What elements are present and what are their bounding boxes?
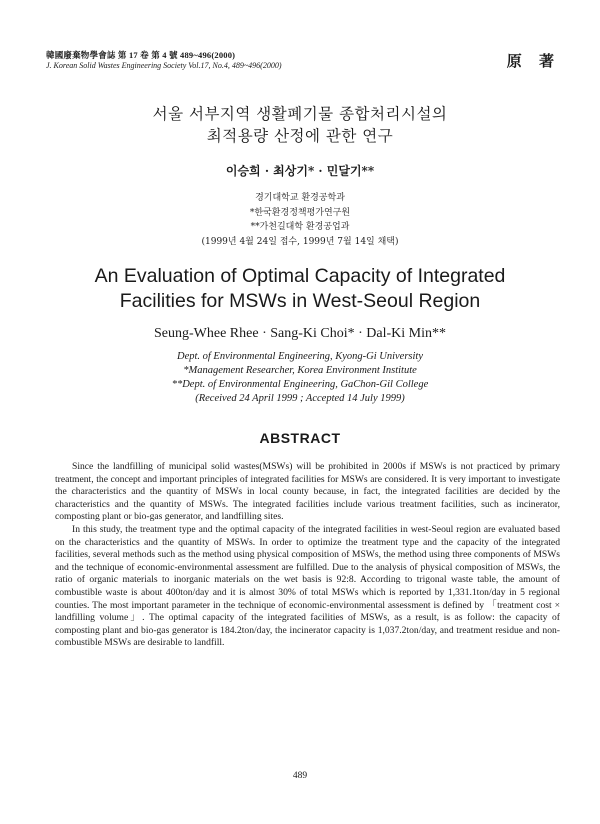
english-affiliations <box>0 350 600 406</box>
english-title <box>0 264 600 314</box>
journal-citation-korean: 韓國廢棄物學會誌 第 17 卷 第 4 號 489~496(2000) <box>46 50 236 60</box>
english-authors: Seung-Whee Rhee · Sang-Ki Choi* · Dal-Ki Min** <box>154 326 446 341</box>
korean-title <box>0 103 600 147</box>
english-title-line1: An Evaluation of Optimal Capacity of Integrated <box>94 265 506 287</box>
korean-title-line2: 최적용량 산정에 관한 연구 <box>206 127 394 145</box>
english-dates: (Received 24 April 1999 ; Accepted 14 July 1999) <box>195 393 405 404</box>
korean-affiliations <box>0 191 600 249</box>
abstract-paragraph-2: In this study, the treatment type and the optimal capacity of the integrated facilities in west-Seoul region are evaluated based on the characteristics and the quantity of MSWs. In order to optimize the treatment type and the capacity of the integrated facilities, several methods such as the method using physical composition of MSWs, the method using three components of MSWs and the technique of economic-environmental assessment are fulfilled. Due to the analysis of physical composition of MSWs, the ratio of organic materials to inorganic materials on the wet basis is 92:8. According to trigonal waste table, the amount of combustible waste is about 400ton/day and it is almost 30% of total MSWs which is reported by 1,331.1ton/day in 5 regional counties. The most important parameter in the technique of economic-environmental assessment is defined by 「treatment cost × landfilling volume」. The optimal capacity of the integrated facilities of MSWs, as a result, is as follow: the capacity of composting plant and bio-gas generator is 184.2ton/day, the incinerator capacity is 1,037.2ton/day, and treatment residue and non-combustible MSWs are desirable to landfill. <box>55 523 560 649</box>
english-affiliation-1: Dept. of Environmental Engineering, Kyong-Gi University <box>176 351 424 362</box>
english-title-line2: Facilities for MSWs in West-Seoul Region <box>119 290 481 312</box>
korean-authors: 이승희 · 최상기* · 민달기** <box>225 164 375 178</box>
article-type-label: 原 著 <box>506 52 560 70</box>
korean-affiliation-3: **가천길대학 환경공업과 <box>250 222 350 232</box>
korean-dates: (1999년 4월 24일 접수, 1999년 7월 14일 채택) <box>201 236 399 247</box>
page-number: 489 <box>292 771 308 781</box>
korean-title-line1: 서울 서부지역 생활폐기물 종합처리시설의 <box>152 105 448 123</box>
korean-affiliation-2: *한국환경정책평가연구원 <box>249 207 351 218</box>
abstract-body <box>55 461 560 650</box>
journal-citation-english: J. Korean Solid Wastes Engineering Society Vol.17, No.4, 489~496(2000) <box>46 61 282 70</box>
korean-affiliation-1: 경기대학교 환경공학과 <box>255 193 345 203</box>
abstract-paragraph-1: Since the landfilling of municipal solid wastes(MSWs) will be prohibited in 2000s if MSWs is not practiced by primary treatment, the concept and important principles of integrated facilities for MSWs are considered. It is very important to investigate the characteristics and the quantity of MSWs in local county because, in fact, the integrated facilities are decided by the characteristics and the quantity of MSWs. The integrated facilities include various treatment facilities, such as incinerator, composting plant or bio-gas generator, and landfilling sites. <box>55 461 560 523</box>
abstract-heading: ABSTRACT <box>259 430 341 446</box>
english-affiliation-2: *Management Researcher, Korea Environment Institute <box>183 365 417 376</box>
journal-header <box>46 50 282 71</box>
english-affiliation-3: **Dept. of Environmental Engineering, GaChon-Gil College <box>171 379 429 390</box>
